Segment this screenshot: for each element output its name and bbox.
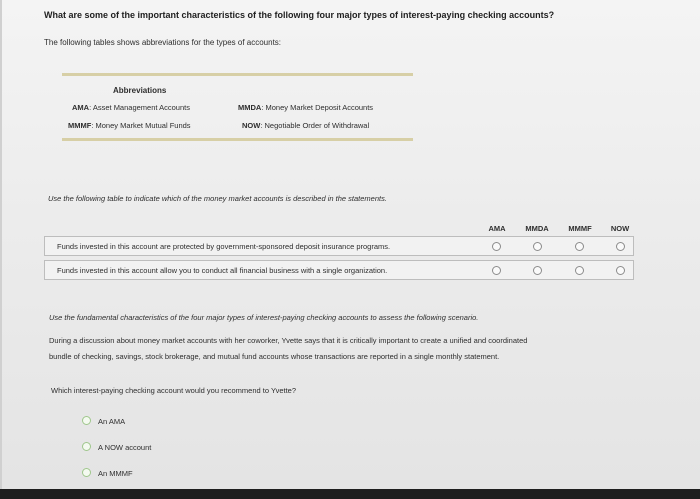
- abbr-title: Abbreviations: [113, 86, 167, 95]
- abbr-desc: : Money Market Deposit Accounts: [261, 103, 374, 112]
- left-edge: [0, 0, 2, 489]
- question-title: What are some of the important characteristics of the following four major types of interest-paying checking accounts?: [44, 10, 555, 20]
- scenario-line-1: During a discussion about money market accounts with her coworker, Yvette says that it is critically important to create a unified and coordinated: [49, 336, 528, 345]
- radio-row2-mmmf[interactable]: [575, 266, 584, 275]
- radio-row2-mmda[interactable]: [533, 266, 542, 275]
- scenario-instruction: Use the fundamental characteristics of the four major types of interest-paying checking accounts to assess the following scenario.: [49, 313, 479, 322]
- choice-radio[interactable]: [82, 468, 91, 477]
- bottom-bar: [0, 489, 700, 499]
- choice-radio[interactable]: [82, 416, 91, 425]
- row-2-statement: Funds invested in this account allow you to conduct all financial business with a single organization.: [57, 266, 388, 275]
- col-header-now: NOW: [610, 224, 630, 233]
- abbr-key: AMA: [72, 103, 90, 112]
- choice-label: An AMA: [98, 417, 126, 426]
- table-row-2: [44, 260, 634, 280]
- radio-row1-mmda[interactable]: [533, 242, 542, 251]
- abbr-key: NOW: [242, 121, 261, 130]
- table-instruction: Use the following table to indicate which of the money market accounts is described in the statements.: [48, 194, 387, 203]
- table-row-1: [44, 236, 634, 256]
- abbr-top-rule: [62, 73, 413, 76]
- radio-row2-now[interactable]: [616, 266, 625, 275]
- abbr-key: MMDA: [238, 103, 262, 112]
- radio-row1-mmmf[interactable]: [575, 242, 584, 251]
- abbr-mmmf: [68, 121, 191, 130]
- radio-row1-now[interactable]: [616, 242, 625, 251]
- abbr-desc: : Asset Management Accounts: [89, 103, 190, 112]
- scenario-question: Which interest-paying checking account would you recommend to Yvette?: [51, 386, 296, 395]
- choice-label: An MMMF: [98, 469, 133, 478]
- abbr-key: MMMF: [68, 121, 92, 130]
- abbr-desc: : Negotiable Order of Withdrawal: [260, 121, 370, 130]
- intro-text: The following tables shows abbreviations for the types of accounts:: [44, 38, 282, 47]
- abbr-desc: : Money Market Mutual Funds: [91, 121, 191, 130]
- scenario-line-2: bundle of checking, savings, stock brokerage, and mutual fund accounts whose transactions are reported in a single monthly statement.: [49, 352, 500, 361]
- col-header-mmmf: MMMF: [568, 224, 592, 233]
- radio-row2-ama[interactable]: [492, 266, 501, 275]
- row-1-statement: Funds invested in this account are protected by government-sponsored deposit insurance programs.: [57, 242, 391, 251]
- choice-radio[interactable]: [82, 442, 91, 451]
- abbr-mmda: [238, 103, 373, 112]
- abbr-ama: [72, 103, 190, 112]
- abbr-now: [242, 121, 369, 130]
- abbr-bottom-rule: [62, 138, 413, 141]
- choice-label: A NOW account: [98, 443, 152, 452]
- col-header-ama: AMA: [488, 224, 506, 233]
- radio-row1-ama[interactable]: [492, 242, 501, 251]
- col-header-mmda: MMDA: [525, 224, 549, 233]
